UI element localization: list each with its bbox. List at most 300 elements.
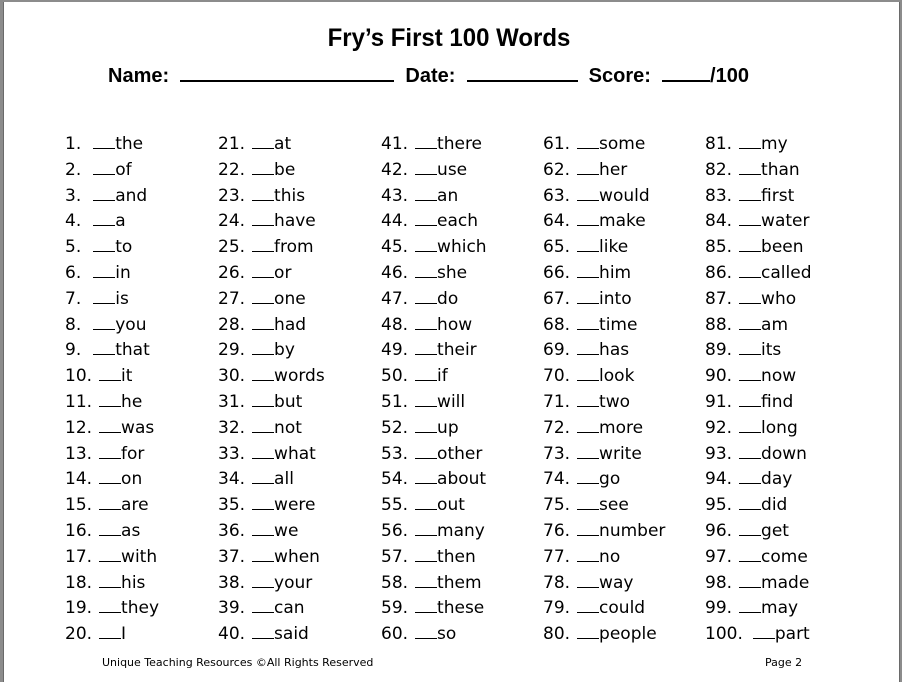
- word-list-item: [543, 493, 665, 519]
- sight-word: some: [599, 134, 646, 154]
- sight-word: were: [274, 495, 316, 516]
- sight-word: may: [761, 598, 799, 619]
- sight-word: with: [121, 546, 158, 567]
- item-number: 85.: [705, 237, 733, 258]
- word-list-item: [543, 390, 665, 416]
- sight-word: your: [274, 572, 313, 593]
- check-blank: [415, 391, 437, 407]
- sight-word: my: [761, 134, 788, 154]
- item-number: 64.: [543, 211, 571, 232]
- item-number: 65.: [543, 237, 571, 258]
- check-blank: [252, 572, 274, 588]
- check-blank: [415, 159, 437, 175]
- check-blank: [739, 288, 761, 304]
- item-number: 73.: [543, 443, 571, 464]
- sight-word: than: [761, 159, 800, 180]
- item-number: 34.: [218, 469, 246, 490]
- sight-word: are: [121, 495, 149, 516]
- word-list-item: [218, 338, 325, 364]
- check-blank: [415, 443, 437, 459]
- check-blank: [93, 314, 115, 330]
- word-list-item: [65, 313, 159, 339]
- word-list-item: [705, 235, 812, 261]
- worksheet-title: Fry’s First 100 Words: [327, 24, 571, 52]
- check-blank: [415, 546, 437, 562]
- sight-word: his: [121, 572, 146, 593]
- sight-word: she: [437, 262, 468, 283]
- word-list-item: [65, 571, 159, 597]
- word-list-item: [381, 261, 487, 287]
- item-number: 97.: [705, 546, 733, 567]
- check-blank: [739, 417, 761, 433]
- check-blank: [252, 443, 274, 459]
- item-number: 76.: [543, 520, 571, 541]
- sight-word: day: [761, 469, 793, 490]
- check-blank: [415, 288, 437, 304]
- sight-word: look: [599, 366, 635, 387]
- item-number: 12.: [65, 417, 93, 438]
- check-blank: [252, 520, 274, 536]
- item-number: 58.: [381, 572, 409, 593]
- sight-word: was: [121, 417, 155, 438]
- word-column-5: [705, 132, 812, 648]
- check-blank: [739, 597, 761, 613]
- item-number: 25.: [218, 237, 246, 258]
- word-list-item: [705, 209, 812, 235]
- word-list-item: [381, 416, 487, 442]
- sight-word: has: [599, 340, 630, 361]
- check-blank: [739, 262, 761, 278]
- check-blank: [252, 133, 274, 149]
- word-list-item: [705, 261, 812, 287]
- word-list-item: [705, 287, 812, 313]
- word-list-item: [705, 390, 812, 416]
- check-blank: [415, 185, 437, 201]
- word-list-item: [218, 132, 325, 158]
- sight-word: their: [437, 340, 477, 361]
- sight-word: when: [274, 546, 320, 567]
- sight-word: write: [599, 443, 642, 464]
- item-number: 4.: [65, 211, 82, 232]
- word-list-item: [65, 467, 159, 493]
- item-number: 89.: [705, 340, 733, 361]
- check-blank: [99, 597, 121, 613]
- word-list-item: [218, 364, 325, 390]
- check-blank: [739, 236, 761, 252]
- word-list-item: [705, 132, 812, 158]
- item-number: 41.: [381, 134, 409, 154]
- word-list-item: [705, 338, 812, 364]
- item-number: 53.: [381, 443, 409, 464]
- word-list-item: [65, 338, 159, 364]
- item-number: 26.: [218, 262, 246, 283]
- sight-word: as: [121, 520, 141, 541]
- check-blank: [577, 546, 599, 562]
- word-list-item: [65, 390, 159, 416]
- check-blank: [252, 597, 274, 613]
- item-number: 66.: [543, 262, 571, 283]
- item-number: 40.: [218, 624, 246, 645]
- sight-word: its: [761, 340, 782, 361]
- item-number: 35.: [218, 495, 246, 516]
- word-list-item: [705, 596, 812, 622]
- word-list-item: [381, 235, 487, 261]
- item-number: 22.: [218, 159, 246, 180]
- item-number: 51.: [381, 391, 409, 412]
- item-number: 71.: [543, 391, 571, 412]
- item-number: 86.: [705, 262, 733, 283]
- sight-word: you: [115, 314, 147, 335]
- check-blank: [93, 159, 115, 175]
- check-blank: [577, 365, 599, 381]
- sight-word: long: [761, 417, 798, 438]
- item-number: 43.: [381, 185, 409, 206]
- sight-word: time: [599, 314, 638, 335]
- check-blank: [93, 236, 115, 252]
- word-list-item: [218, 209, 325, 235]
- sight-word: how: [437, 314, 473, 335]
- item-number: 16.: [65, 520, 93, 541]
- word-list-item: [65, 545, 159, 571]
- sight-word: will: [437, 391, 466, 412]
- item-number: 75.: [543, 495, 571, 516]
- sight-word: these: [437, 598, 485, 619]
- sight-word: we: [274, 520, 299, 541]
- word-list-item: [218, 493, 325, 519]
- word-list-item: [65, 493, 159, 519]
- score-suffix: /100: [710, 65, 749, 87]
- date-label: Date:: [405, 65, 456, 87]
- word-list-item: [65, 622, 159, 648]
- check-blank: [415, 339, 437, 355]
- page-number: Page 2: [765, 656, 803, 669]
- check-blank: [577, 520, 599, 536]
- sight-word: her: [599, 159, 628, 180]
- item-number: 48.: [381, 314, 409, 335]
- sight-word: not: [274, 417, 302, 438]
- item-number: 94.: [705, 469, 733, 490]
- sight-word: in: [115, 262, 131, 283]
- item-number: 33.: [218, 443, 246, 464]
- word-column-4: [543, 132, 665, 648]
- sight-word: been: [761, 237, 804, 258]
- word-list-item: [218, 261, 325, 287]
- sight-word: which: [437, 237, 487, 258]
- score-blank: [662, 62, 710, 82]
- item-number: 5.: [65, 237, 82, 258]
- item-number: 57.: [381, 546, 409, 567]
- item-number: 79.: [543, 598, 571, 619]
- check-blank: [577, 468, 599, 484]
- word-list-item: [543, 158, 665, 184]
- item-number: 69.: [543, 340, 571, 361]
- sight-word: he: [121, 391, 143, 412]
- sight-word: come: [761, 546, 808, 567]
- check-blank: [739, 159, 761, 175]
- sight-word: find: [761, 391, 794, 412]
- word-list-item: [705, 313, 812, 339]
- word-list-item: [381, 519, 487, 545]
- word-list-item: [381, 364, 487, 390]
- item-number: 9.: [65, 340, 82, 361]
- word-list-item: [65, 209, 159, 235]
- check-blank: [252, 159, 274, 175]
- item-number: 87.: [705, 288, 733, 309]
- sight-word: be: [274, 159, 296, 180]
- sight-word: him: [599, 262, 632, 283]
- item-number: 30.: [218, 366, 246, 387]
- word-list-item: [381, 338, 487, 364]
- word-list-item: [705, 442, 812, 468]
- word-list-item: [65, 364, 159, 390]
- word-list-item: [218, 467, 325, 493]
- item-number: 68.: [543, 314, 571, 335]
- sight-word: see: [599, 495, 629, 516]
- score-label: Score:: [588, 65, 651, 87]
- word-list-item: [543, 132, 665, 158]
- check-blank: [415, 262, 437, 278]
- sight-word: them: [437, 572, 482, 593]
- sight-word: two: [599, 391, 631, 412]
- item-number: 39.: [218, 598, 246, 619]
- word-list-item: [705, 364, 812, 390]
- copyright-footer: Unique Teaching Resources ©All Rights Reserved: [102, 656, 374, 669]
- item-number: 8.: [65, 314, 82, 335]
- sight-word: made: [761, 572, 810, 593]
- word-list-item: [543, 442, 665, 468]
- name-blank: [180, 62, 394, 82]
- check-blank: [99, 443, 121, 459]
- check-blank: [252, 236, 274, 252]
- word-list-item: [381, 467, 487, 493]
- sight-word: more: [599, 417, 644, 438]
- word-list-item: [705, 545, 812, 571]
- check-blank: [577, 314, 599, 330]
- word-list-item: [381, 209, 487, 235]
- sight-word: if: [437, 366, 448, 387]
- word-list-item: [543, 338, 665, 364]
- word-list-item: [65, 442, 159, 468]
- sight-word: no: [599, 546, 621, 567]
- item-number: 52.: [381, 417, 409, 438]
- word-list-item: [65, 287, 159, 313]
- sight-word: did: [761, 495, 788, 516]
- sight-word: up: [437, 417, 459, 438]
- check-blank: [577, 572, 599, 588]
- sight-word: would: [599, 185, 650, 206]
- item-number: 44.: [381, 211, 409, 232]
- item-number: 18.: [65, 572, 93, 593]
- item-number: 61.: [543, 134, 571, 154]
- check-blank: [739, 572, 761, 588]
- item-number: 67.: [543, 288, 571, 309]
- sight-word: many: [437, 520, 485, 541]
- word-list-item: [65, 416, 159, 442]
- check-blank: [577, 133, 599, 149]
- word-list-item: [218, 596, 325, 622]
- word-list-item: [65, 596, 159, 622]
- sight-word: to: [115, 237, 133, 258]
- check-blank: [415, 314, 437, 330]
- check-blank: [252, 546, 274, 562]
- sight-word: get: [761, 520, 789, 541]
- item-number: 6.: [65, 262, 82, 283]
- check-blank: [99, 520, 121, 536]
- check-blank: [577, 262, 599, 278]
- sight-word: am: [761, 314, 789, 335]
- item-number: 7.: [65, 288, 82, 309]
- sight-word: words: [274, 366, 325, 387]
- sight-word: called: [761, 262, 812, 283]
- check-blank: [415, 623, 437, 639]
- item-number: 46.: [381, 262, 409, 283]
- word-list-item: [218, 235, 325, 261]
- check-blank: [93, 262, 115, 278]
- word-column-3: [381, 132, 487, 648]
- check-blank: [577, 159, 599, 175]
- sight-word: on: [121, 469, 143, 490]
- check-blank: [415, 572, 437, 588]
- item-number: 95.: [705, 495, 733, 516]
- check-blank: [577, 443, 599, 459]
- item-number: 32.: [218, 417, 246, 438]
- word-list-item: [218, 571, 325, 597]
- item-number: 93.: [705, 443, 733, 464]
- check-blank: [415, 417, 437, 433]
- item-number: 14.: [65, 469, 93, 490]
- check-blank: [415, 365, 437, 381]
- word-list-item: [543, 235, 665, 261]
- sight-word: the: [115, 134, 144, 154]
- check-blank: [577, 391, 599, 407]
- date-blank: [467, 62, 578, 82]
- sight-word: all: [274, 469, 294, 490]
- check-blank: [415, 520, 437, 536]
- check-blank: [99, 417, 121, 433]
- item-number: 70.: [543, 366, 571, 387]
- check-blank: [93, 133, 115, 149]
- sight-word: out: [437, 495, 465, 516]
- item-number: 59.: [381, 598, 409, 619]
- sight-word: by: [274, 340, 295, 361]
- word-list-item: [218, 158, 325, 184]
- sight-word: at: [274, 134, 292, 154]
- item-number: 2.: [65, 159, 82, 180]
- word-list-item: [705, 467, 812, 493]
- check-blank: [577, 288, 599, 304]
- word-list-item: [218, 416, 325, 442]
- check-blank: [739, 520, 761, 536]
- check-blank: [415, 210, 437, 226]
- sight-word: that: [115, 340, 150, 361]
- item-number: 72.: [543, 417, 571, 438]
- item-number: 47.: [381, 288, 409, 309]
- sight-word: of: [115, 159, 132, 180]
- sight-word: now: [761, 366, 797, 387]
- word-list-item: [218, 390, 325, 416]
- item-number: 20.: [65, 624, 93, 645]
- sight-word: for: [121, 443, 145, 464]
- student-info-line: [108, 62, 749, 88]
- sight-word: then: [437, 546, 476, 567]
- sight-word: go: [599, 469, 621, 490]
- item-number: 56.: [381, 520, 409, 541]
- word-list-item: [705, 519, 812, 545]
- item-number: 62.: [543, 159, 571, 180]
- check-blank: [99, 494, 121, 510]
- item-number: 23.: [218, 185, 246, 206]
- check-blank: [739, 314, 761, 330]
- item-number: 78.: [543, 572, 571, 593]
- check-blank: [753, 623, 775, 639]
- sight-word: into: [599, 288, 632, 309]
- sight-word: can: [274, 598, 305, 619]
- word-list-item: [381, 313, 487, 339]
- sight-word: way: [599, 572, 634, 593]
- check-blank: [739, 391, 761, 407]
- item-number: 55.: [381, 495, 409, 516]
- word-list-item: [65, 158, 159, 184]
- item-number: 82.: [705, 159, 733, 180]
- sight-word: an: [437, 185, 459, 206]
- item-number: 98.: [705, 572, 733, 593]
- item-number: 11.: [65, 391, 93, 412]
- check-blank: [99, 623, 121, 639]
- sight-word: part: [774, 624, 810, 645]
- sight-word: a: [115, 211, 126, 232]
- word-list-item: [65, 184, 159, 210]
- item-number: 15.: [65, 495, 93, 516]
- item-number: 81.: [705, 134, 733, 154]
- check-blank: [252, 417, 274, 433]
- word-list-item: [543, 467, 665, 493]
- word-list-item: [705, 622, 812, 648]
- check-blank: [739, 339, 761, 355]
- check-blank: [739, 443, 761, 459]
- sight-word: this: [274, 185, 306, 206]
- item-number: 36.: [218, 520, 246, 541]
- word-list-item: [543, 261, 665, 287]
- check-blank: [577, 210, 599, 226]
- item-number: 27.: [218, 288, 246, 309]
- sight-word: water: [761, 211, 810, 232]
- check-blank: [99, 546, 121, 562]
- word-list-item: [65, 132, 159, 158]
- check-blank: [739, 133, 761, 149]
- word-list-item: [705, 571, 812, 597]
- item-number: 84.: [705, 211, 733, 232]
- sight-word: about: [437, 469, 487, 490]
- word-list-item: [381, 622, 487, 648]
- check-blank: [99, 391, 121, 407]
- word-list-item: [381, 571, 487, 597]
- check-blank: [252, 365, 274, 381]
- sight-word: but: [274, 391, 303, 412]
- sight-word: who: [761, 288, 797, 309]
- word-list-item: [65, 261, 159, 287]
- item-number: 28.: [218, 314, 246, 335]
- item-number: 3.: [65, 185, 82, 206]
- check-blank: [93, 288, 115, 304]
- check-blank: [252, 262, 274, 278]
- word-list-item: [218, 442, 325, 468]
- check-blank: [252, 314, 274, 330]
- item-number: 90.: [705, 366, 733, 387]
- sight-word: I: [121, 624, 127, 645]
- check-blank: [577, 339, 599, 355]
- word-list-item: [381, 442, 487, 468]
- sight-word: what: [274, 443, 316, 464]
